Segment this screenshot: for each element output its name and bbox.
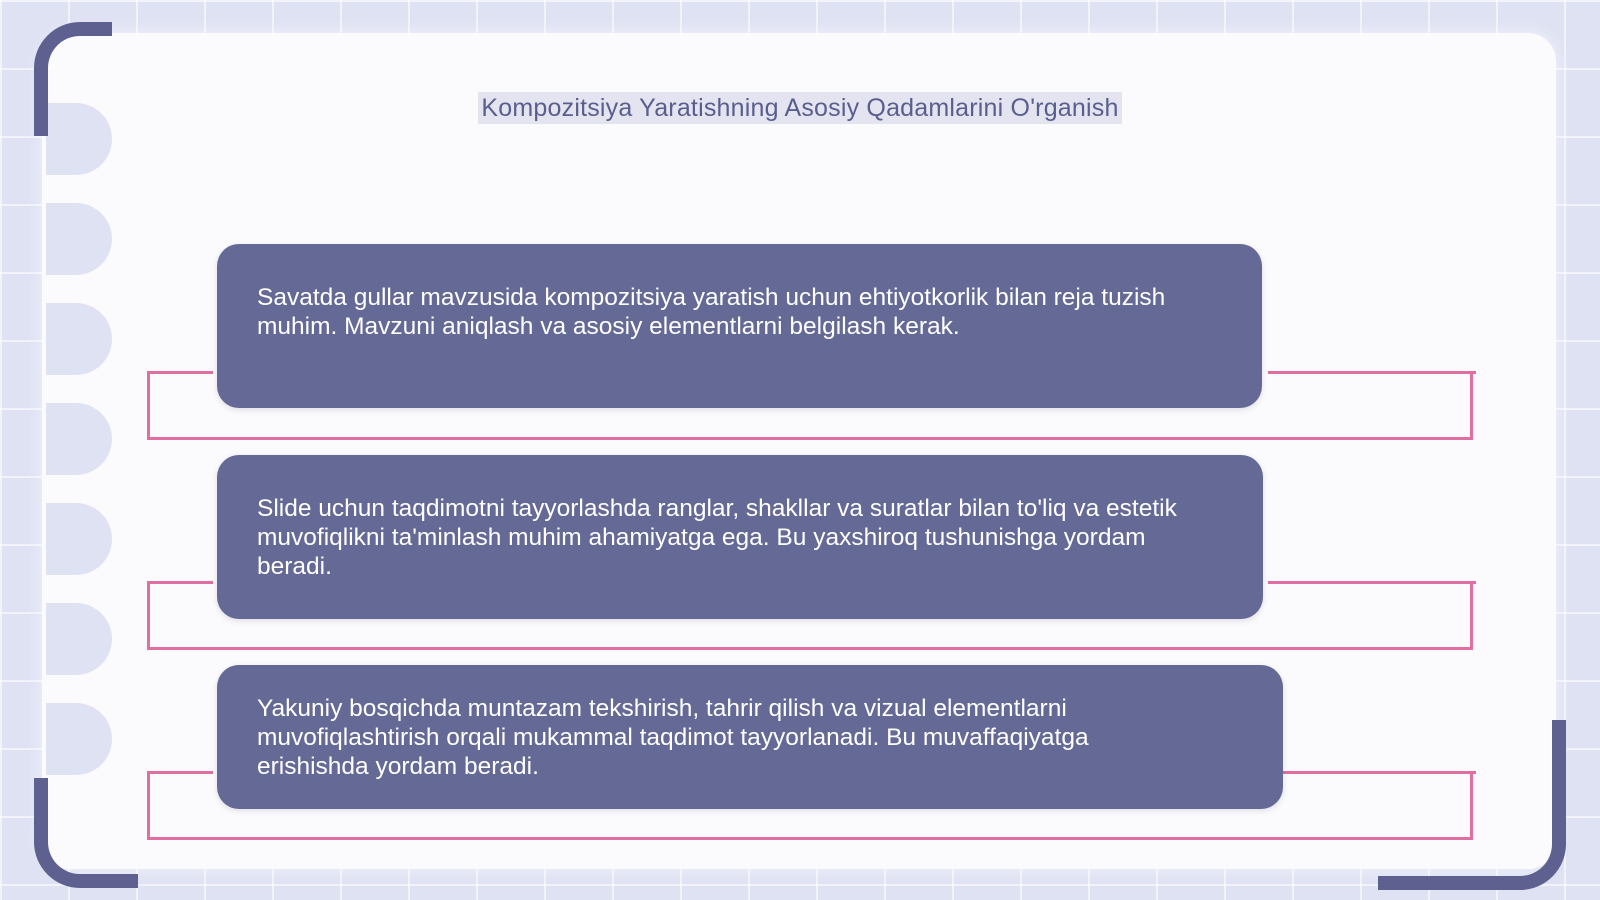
step-frame-top-left: [147, 771, 213, 774]
step-frame-top-right: [1268, 581, 1476, 584]
step-card-2: [217, 455, 1263, 619]
notebook-hole: [46, 603, 112, 675]
step-card-3: [217, 665, 1283, 809]
step-text-2: Slide uchun taqdimotni tayyorlashda ranglar, shakllar va suratlar bilan to'liq va estetik muvofiqlikni ta'minlash muhim ahamiyatga ega. Bu yaxshiroq tushunishga yordam beradi.: [257, 494, 1177, 580]
notebook-hole: [46, 403, 112, 475]
step-text-3: Yakuniy bosqichda muntazam tekshirish, tahrir qilish va vizual elementlarni muvofiqlashtirish orqali mukammal taqdimot tayyorlanadi. Bu muvaffaqiyatga erishishda yordam beradi.: [257, 694, 1089, 780]
notebook-hole: [46, 503, 112, 575]
corner-bracket-bottom-left: [34, 778, 138, 888]
notebook-hole: [46, 703, 112, 775]
step-frame-top-left: [147, 581, 213, 584]
slide-title-text: Kompozitsiya Yaratishning Asosiy Qadamlarini O'rganish: [478, 92, 1121, 124]
step-frame-top-left: [147, 371, 213, 374]
step-frame-top-right: [1268, 371, 1476, 374]
step-card-1: [217, 244, 1262, 408]
notebook-hole: [46, 303, 112, 375]
slide-title: [0, 94, 1600, 123]
step-frame-top-right: [1268, 771, 1476, 774]
notebook-hole: [46, 203, 112, 275]
step-text-1: Savatda gullar mavzusida kompozitsiya yaratish uchun ehtiyotkorlik bilan reja tuzish muhim. Mavzuni aniqlash va asosiy elementlarni belgilash kerak.: [257, 284, 1166, 340]
